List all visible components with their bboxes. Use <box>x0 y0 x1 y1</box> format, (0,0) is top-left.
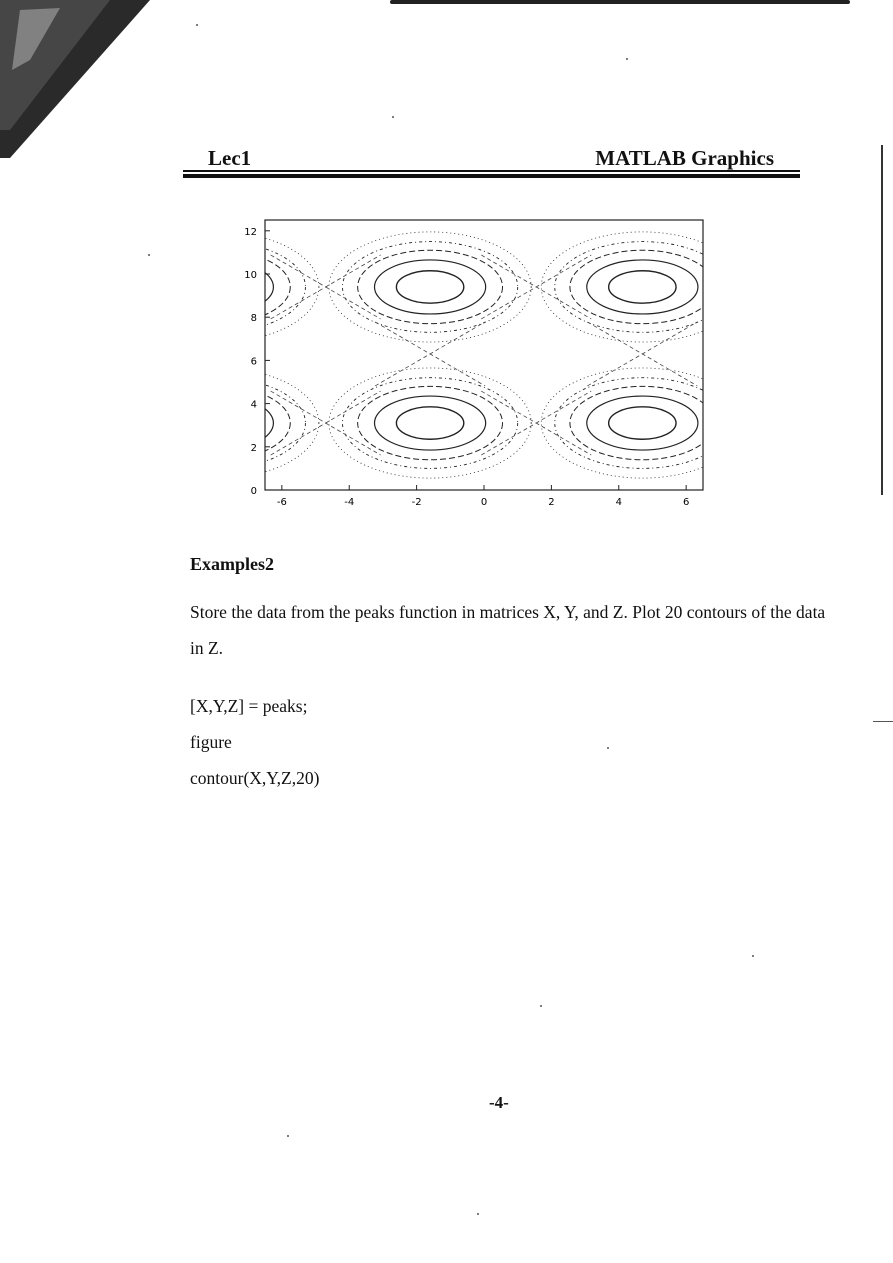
y-axis <box>244 227 270 497</box>
contour-line <box>555 242 720 333</box>
code-line: [X,Y,Z] = peaks; <box>190 696 308 716</box>
x-tick-label: -6 <box>276 497 287 508</box>
contour-line <box>230 386 290 459</box>
scan-corner-shadow <box>0 0 160 160</box>
contour-line <box>609 271 676 303</box>
y-tick-label: 6 <box>250 356 257 368</box>
section-description: Store the data from the peaks function in matrices X, Y, and Z. Plot 20 contours of the data in Z. <box>190 602 826 658</box>
header-rule-thin <box>183 170 800 172</box>
contour-line <box>587 396 698 450</box>
x-tick-label: -4 <box>344 497 355 508</box>
header-title: MATLAB Graphics <box>595 146 774 170</box>
code-line: contour(X,Y,Z,20) <box>190 768 320 788</box>
contour-line <box>396 407 463 439</box>
x-tick-label: 2 <box>548 497 555 508</box>
contour-lines <box>230 232 720 478</box>
x-tick-label: -2 <box>411 497 422 508</box>
section-heading: Examples2 <box>190 554 275 574</box>
y-tick-label: 12 <box>244 226 257 238</box>
scan-top-edge <box>390 0 850 4</box>
x-axis <box>277 485 689 508</box>
contour-line <box>230 242 305 333</box>
page-number: -4- <box>489 1093 509 1112</box>
contour-line <box>541 368 720 478</box>
contour-line <box>375 260 486 314</box>
contour-line <box>342 378 517 469</box>
contour-line <box>570 250 715 323</box>
contour-line <box>555 378 720 469</box>
x-tick-label: 6 <box>682 497 690 508</box>
contour-line <box>329 368 531 478</box>
contour-line <box>230 378 305 469</box>
contour-line <box>230 250 290 323</box>
x-tick-label: 4 <box>615 497 622 508</box>
contour-line <box>396 271 463 303</box>
page-header <box>183 140 800 174</box>
contour-line <box>358 250 503 323</box>
contour-line <box>541 232 720 342</box>
contour-line <box>230 368 319 478</box>
header-lecture: Lec1 <box>208 146 252 170</box>
contour-line <box>342 242 517 333</box>
code-line: figure <box>190 732 232 752</box>
contour-line <box>609 407 676 439</box>
contour-plot <box>230 210 720 520</box>
contour-line <box>230 407 252 439</box>
y-tick-label: 2 <box>250 442 257 454</box>
contour-line <box>329 232 531 342</box>
code-block <box>190 688 319 796</box>
y-tick-label: 0 <box>250 486 257 497</box>
y-tick-label: 8 <box>250 313 257 325</box>
header-rule-thick <box>183 174 800 178</box>
contour-line <box>375 396 486 450</box>
scan-mark <box>873 721 893 722</box>
contour-line <box>570 386 715 459</box>
contour-line <box>358 386 503 459</box>
scan-right-edge <box>881 145 883 495</box>
x-tick-label: 0 <box>480 497 488 508</box>
contour-line <box>230 260 273 314</box>
contour-line <box>587 260 698 314</box>
y-tick-label: 10 <box>244 270 257 281</box>
y-tick-label: 4 <box>250 399 257 411</box>
